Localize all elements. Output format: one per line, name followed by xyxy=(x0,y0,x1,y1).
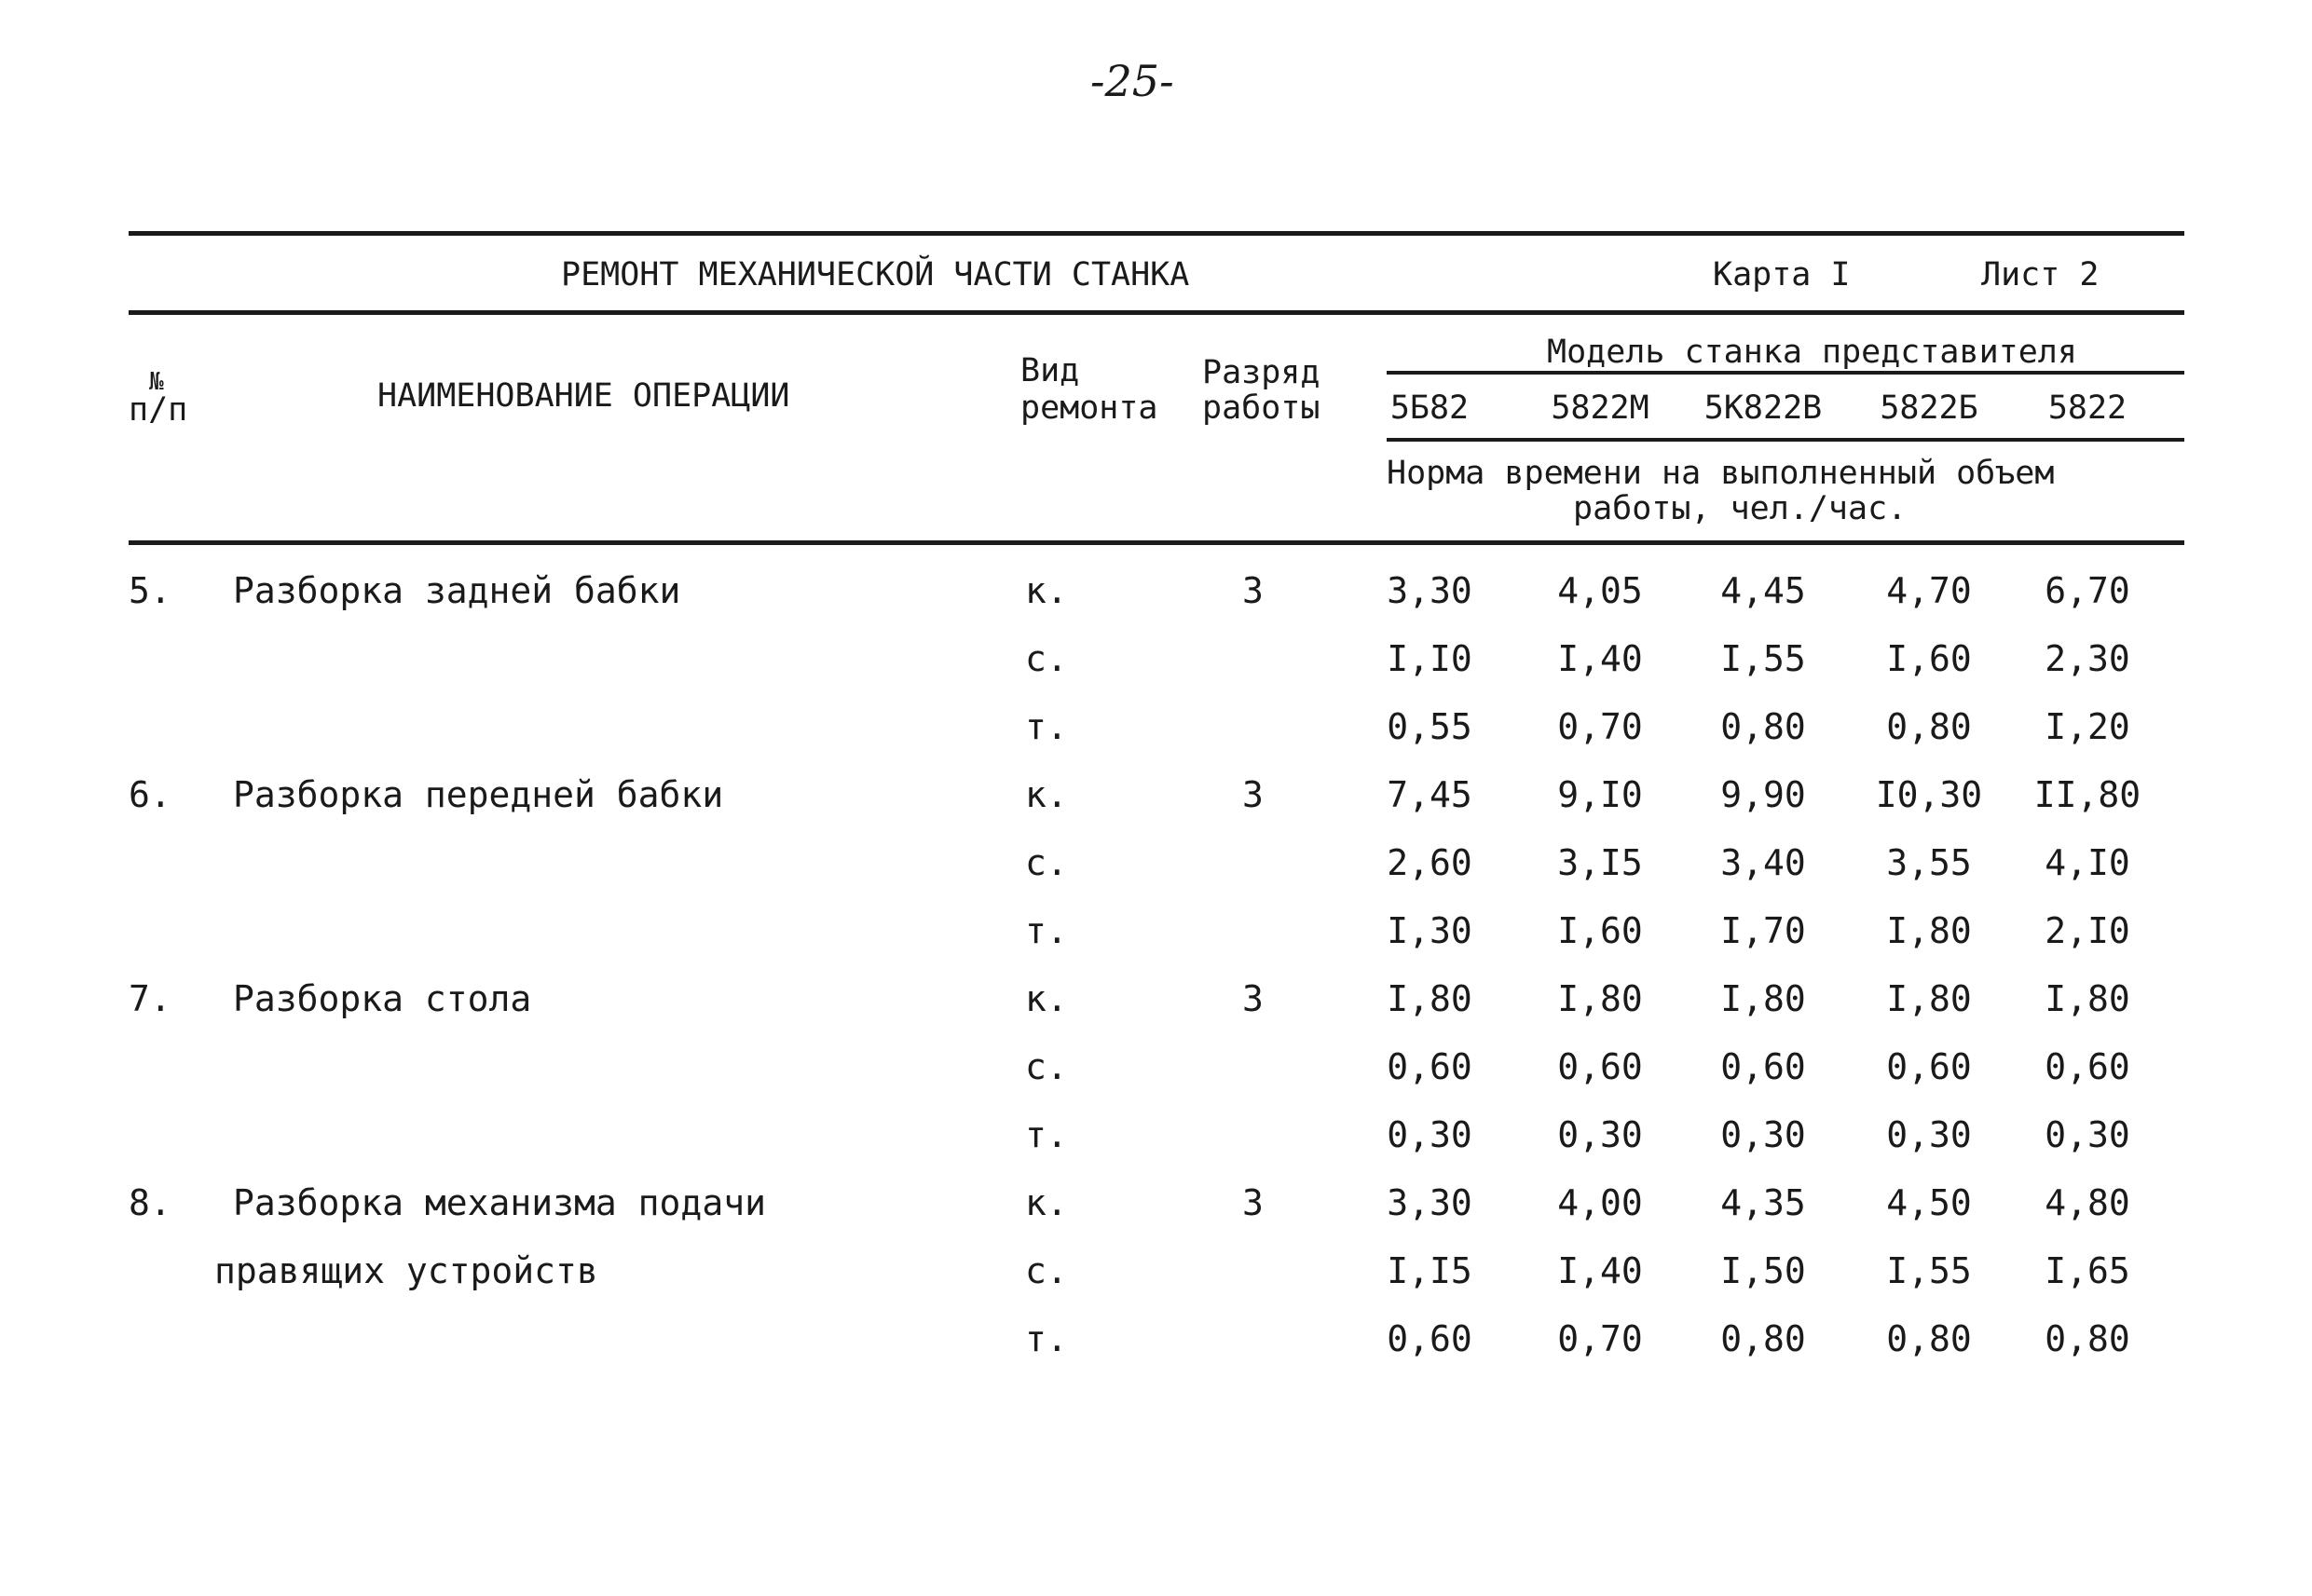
time-norm-value: I,80 xyxy=(1886,978,1972,1019)
header-grade-2: работы xyxy=(1202,389,1320,427)
time-norm-value: I,60 xyxy=(1557,910,1643,951)
time-norm-value: 3,30 xyxy=(1387,570,1472,611)
header-model-4: 5822Б xyxy=(1880,389,1978,427)
header-norm-1: Норма времени на выполненный объем xyxy=(1387,455,2055,492)
time-norm-value: I,70 xyxy=(1720,910,1806,951)
header-repair-type-2: ремонта xyxy=(1020,389,1158,427)
time-norm-value: 2,30 xyxy=(2045,638,2130,679)
time-norm-value: 0,30 xyxy=(1720,1114,1806,1155)
header-model-5: 5822 xyxy=(2047,389,2127,427)
time-norm-value: I,I5 xyxy=(1387,1250,1472,1291)
card-label: Карта I xyxy=(1713,256,1851,293)
time-norm-value: 0,60 xyxy=(1557,1046,1643,1087)
time-norm-value: 2,60 xyxy=(1387,842,1472,883)
sheet-label: Лист 2 xyxy=(1981,256,2100,293)
time-norm-value: 0,30 xyxy=(2045,1114,2130,1155)
time-norm-value: 0,60 xyxy=(1387,1318,1472,1359)
time-norm-value: I,55 xyxy=(1720,638,1806,679)
repair-type: т. xyxy=(1025,910,1068,951)
operation-name: Разборка задней бабки xyxy=(233,570,681,611)
row-number: 7. xyxy=(129,978,171,1019)
row-number: 5. xyxy=(129,570,171,611)
header-norm-2: работы, чел./час. xyxy=(1573,490,1908,527)
time-norm-value: 3,30 xyxy=(1387,1182,1472,1223)
repair-type: с. xyxy=(1025,842,1068,883)
title-rule xyxy=(129,310,2184,315)
time-norm-value: 0,70 xyxy=(1557,706,1643,747)
repair-type: с. xyxy=(1025,1250,1068,1291)
time-norm-value: I,55 xyxy=(1886,1250,1972,1291)
time-norm-value: 0,70 xyxy=(1557,1318,1643,1359)
time-norm-value: I,30 xyxy=(1387,910,1472,951)
time-norm-value: I,60 xyxy=(1886,638,1972,679)
time-norm-value: 3,55 xyxy=(1886,842,1972,883)
time-norm-value: I,40 xyxy=(1557,1250,1643,1291)
header-num-label: п/п xyxy=(129,391,188,429)
time-norm-value: 6,70 xyxy=(2045,570,2130,611)
grade-value: 3 xyxy=(1242,1182,1264,1223)
header-model-2: 5822М xyxy=(1551,389,1649,427)
repair-type: к. xyxy=(1025,1182,1068,1223)
operation-name: Разборка передней бабки xyxy=(233,774,724,815)
time-norm-value: 0,60 xyxy=(2045,1046,2130,1087)
time-norm-value: 2,I0 xyxy=(2045,910,2130,951)
row-number: 8. xyxy=(129,1182,171,1223)
header-rule xyxy=(129,540,2184,545)
header-grade-1: Разряд xyxy=(1202,354,1320,391)
repair-type: к. xyxy=(1025,774,1068,815)
header-model-1: 5Б82 xyxy=(1389,389,1470,427)
operation-name: Разборка механизма подачи xyxy=(233,1182,766,1223)
time-norm-value: 4,05 xyxy=(1557,570,1643,611)
time-norm-value: 0,80 xyxy=(1886,706,1972,747)
time-norm-value: 4,50 xyxy=(1886,1182,1972,1223)
time-norm-value: 9,90 xyxy=(1720,774,1806,815)
model-group-rule xyxy=(1387,371,2184,375)
time-norm-value: 4,I0 xyxy=(2045,842,2130,883)
operation-name: Разборка стола xyxy=(233,978,532,1019)
repair-type: т. xyxy=(1025,706,1068,747)
header-model-3: 5К822В xyxy=(1703,389,1823,427)
time-norm-value: 4,70 xyxy=(1886,570,1972,611)
time-norm-value: I,50 xyxy=(1720,1250,1806,1291)
time-norm-value: 0,30 xyxy=(1886,1114,1972,1155)
table-title: РЕМОНТ МЕХАНИЧЕСКОЙ ЧАСТИ СТАНКА xyxy=(561,256,1190,293)
row-number: 6. xyxy=(129,774,171,815)
time-norm-value: 0,80 xyxy=(1720,1318,1806,1359)
time-norm-value: 0,30 xyxy=(1557,1114,1643,1155)
time-norm-value: I,80 xyxy=(2045,978,2130,1019)
time-norm-value: I,65 xyxy=(2045,1250,2130,1291)
time-norm-value: I,80 xyxy=(1557,978,1643,1019)
time-norm-value: 3,I5 xyxy=(1557,842,1643,883)
time-norm-value: 0,80 xyxy=(2045,1318,2130,1359)
time-norm-value: 9,I0 xyxy=(1557,774,1643,815)
time-norm-value: II,80 xyxy=(2033,774,2141,815)
operation-name-cont: правящих устройств xyxy=(214,1250,598,1291)
time-norm-value: 0,60 xyxy=(1387,1046,1472,1087)
grade-value: 3 xyxy=(1242,570,1264,611)
time-norm-value: I0,30 xyxy=(1875,774,1983,815)
header-model-group: Модель станка представителя xyxy=(1547,334,2077,371)
time-norm-value: I,40 xyxy=(1557,638,1643,679)
grade-value: 3 xyxy=(1242,978,1264,1019)
page-number: -25- xyxy=(1090,56,1174,106)
time-norm-value: 7,45 xyxy=(1387,774,1472,815)
time-norm-value: 0,60 xyxy=(1720,1046,1806,1087)
time-norm-value: I,I0 xyxy=(1387,638,1472,679)
header-repair-type-1: Вид xyxy=(1020,352,1080,389)
time-norm-value: 4,00 xyxy=(1557,1182,1643,1223)
time-norm-value: 0,80 xyxy=(1886,1318,1972,1359)
repair-type: к. xyxy=(1025,570,1068,611)
time-norm-value: 0,30 xyxy=(1387,1114,1472,1155)
time-norm-value: I,80 xyxy=(1886,910,1972,951)
grade-value: 3 xyxy=(1242,774,1264,815)
time-norm-value: 3,40 xyxy=(1720,842,1806,883)
time-norm-value: 0,80 xyxy=(1720,706,1806,747)
header-operation: НАИМЕНОВАНИЕ ОПЕРАЦИИ xyxy=(377,377,790,415)
repair-type: т. xyxy=(1025,1318,1068,1359)
model-rule xyxy=(1387,438,2184,442)
time-norm-value: 0,60 xyxy=(1886,1046,1972,1087)
time-norm-value: 4,80 xyxy=(2045,1182,2130,1223)
repair-type: т. xyxy=(1025,1114,1068,1155)
repair-type: с. xyxy=(1025,1046,1068,1087)
time-norm-value: 4,35 xyxy=(1720,1182,1806,1223)
repair-type: с. xyxy=(1025,638,1068,679)
time-norm-value: I,80 xyxy=(1720,978,1806,1019)
header-num-symbol: № xyxy=(149,368,164,396)
time-norm-value: 0,55 xyxy=(1387,706,1472,747)
time-norm-value: 4,45 xyxy=(1720,570,1806,611)
repair-type: к. xyxy=(1025,978,1068,1019)
time-norm-value: I,80 xyxy=(1387,978,1472,1019)
top-rule xyxy=(129,231,2184,236)
time-norm-value: I,20 xyxy=(2045,706,2130,747)
